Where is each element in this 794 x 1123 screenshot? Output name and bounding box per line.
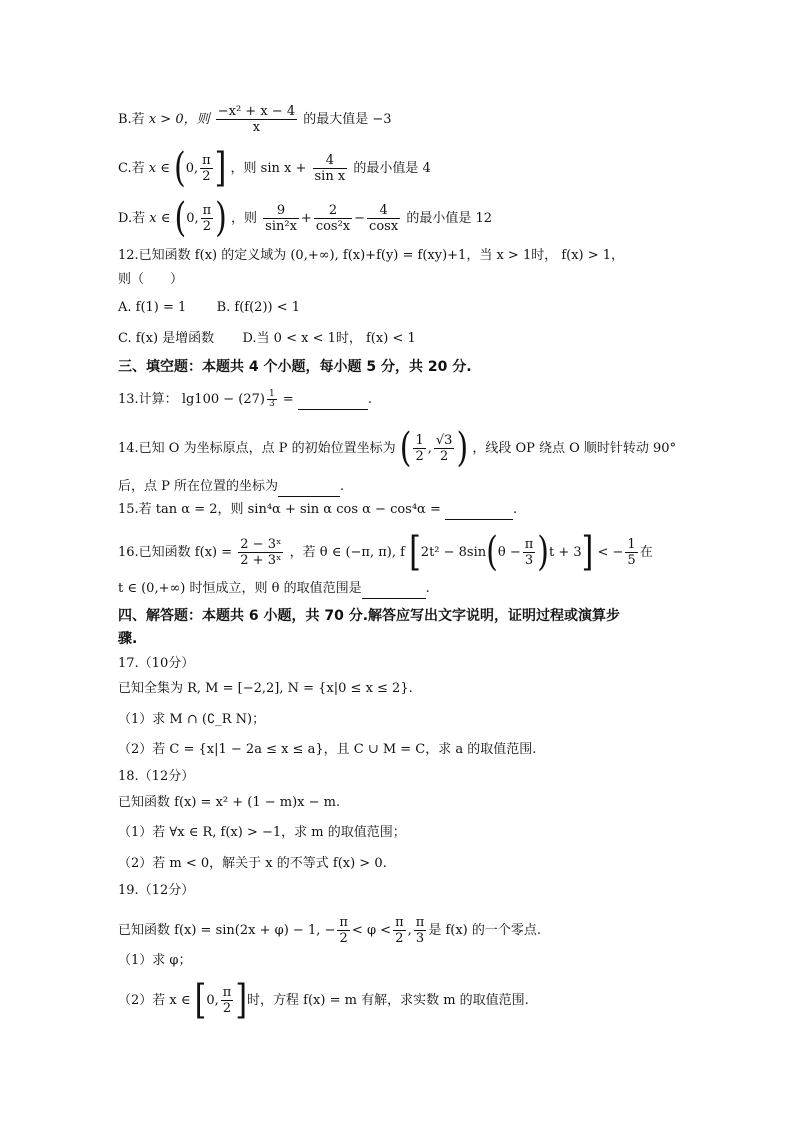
q12-stem-2: 则（ ） — [118, 272, 184, 287]
end: . — [340, 479, 345, 494]
condition: x ∈ — [149, 211, 171, 226]
denominator: 2 — [202, 219, 211, 234]
q16-line2 — [118, 579, 430, 599]
inner: 2t² − 8sin — [420, 545, 487, 560]
expression: lg100 − (27) — [181, 392, 265, 407]
section-heading: 四、解答题：本题共 6 小题，共 70 分.解答应写出文字说明，证明过程或演算步 — [118, 608, 621, 624]
answer-blank — [278, 482, 340, 497]
denominator: x — [252, 120, 261, 135]
condition: x ∈ — [148, 161, 170, 176]
numerator: 1 — [415, 433, 424, 448]
fraction — [238, 537, 283, 568]
less-than: < − — [597, 545, 624, 560]
tail: 的最小值是 4 — [353, 161, 431, 176]
answer-blank — [445, 505, 513, 520]
inner-b: θ − — [497, 545, 521, 560]
end: . — [367, 392, 373, 407]
q17-part2: （2）若 C = {x|1 − 2a ≤ x ≤ a}，且 C ∪ M = C，求 a 的取值范围. — [118, 742, 537, 757]
numerator: √3 — [435, 433, 453, 448]
stem-a: 已知函数 f(x) = sin(2x + φ) − 1, − — [118, 923, 336, 938]
q19-stem — [118, 915, 541, 946]
numerator: 1 — [268, 389, 275, 399]
paren: ( — [174, 144, 186, 192]
bracket: [ — [409, 528, 421, 576]
suffix: 在 — [639, 545, 653, 560]
paren: ( — [399, 424, 412, 472]
denominator: 2 — [339, 931, 348, 946]
section-heading-2: 骤. — [118, 631, 138, 647]
interval-start: 0, — [206, 993, 219, 1008]
q19-part2 — [118, 976, 529, 1024]
numerator: π — [524, 537, 534, 552]
fraction — [367, 203, 400, 234]
option-b — [118, 104, 392, 135]
part2-b: 时，方程 f(x) = m 有解，求实数 m 的取值范围. — [247, 993, 529, 1008]
q14: 14.已知 O 为坐标原点，点 P 的初始位置坐标为 ( $\frac{1}{2}$ , $\frac{√3}{2}$ ) ，线段 OP 绕点 O 顺时针转动 90° — [118, 424, 677, 472]
denominator: 5 — [627, 553, 636, 568]
option-a: A. f(1) = 1 — [118, 300, 187, 315]
numerator: π — [222, 985, 232, 1000]
denominator: cos²x — [315, 219, 351, 234]
option-c — [118, 144, 431, 192]
fraction — [201, 203, 214, 234]
q12-options-ab — [118, 298, 300, 318]
option-d: D.当 0 < x < 1时， f(x) < 1 — [242, 331, 416, 346]
prefix: 13.计算： — [118, 392, 178, 407]
section-heading: 三、填空题：本题共 4 个小题，每小题 5 分，共 20 分. — [118, 359, 472, 375]
fraction — [414, 915, 427, 946]
denominator: 2 + 3ˣ — [240, 553, 282, 568]
q19-head: 19.（12分） — [118, 883, 195, 898]
fraction — [625, 537, 637, 568]
label: D.若 — [118, 211, 146, 226]
paren: ) — [215, 194, 227, 242]
numerator: −x² + x − 4 — [217, 104, 296, 119]
condition-b: ，则 — [231, 211, 258, 226]
tail: 的最大值是 −3 — [303, 112, 392, 127]
fraction — [393, 915, 406, 946]
q12-options-cd — [118, 329, 416, 349]
q17-stem: 已知全集为 R, M = [−2,2], N = {x|0 ≤ x ≤ 2}. — [118, 681, 413, 696]
bracket: ] — [235, 976, 248, 1024]
denominator: cosx — [369, 219, 399, 234]
fraction — [523, 537, 536, 568]
text: t ∈ (0,+∞) 时恒成立，则 θ 的取值范围是 — [118, 581, 362, 596]
paren: ( — [486, 528, 498, 576]
q17-head: 17.（10分） — [118, 656, 195, 671]
numerator: 4 — [367, 203, 400, 219]
numerator: 2 − 3ˣ — [240, 537, 282, 552]
denominator: 2 — [395, 931, 404, 946]
denominator: 2 — [222, 1001, 232, 1016]
numerator: π — [202, 203, 212, 218]
option-d — [118, 194, 492, 242]
denominator: sin²x — [265, 219, 297, 234]
denominator: 3 — [415, 931, 425, 946]
numerator: 9 — [263, 203, 299, 219]
paren: ) — [456, 424, 469, 472]
tail: 的最小值是 12 — [406, 211, 492, 226]
q18-part1: （1）若 ∀x ∈ R, f(x) > −1，求 m 的取值范围； — [118, 825, 406, 840]
prefix: 16.已知函数 f(x) = — [118, 545, 233, 560]
option-c: C. f(x) 是增函数 — [118, 331, 215, 346]
answer-blank — [298, 395, 368, 410]
numerator: 1 — [627, 537, 636, 552]
option-b: B. f(f(2)) < 1 — [216, 300, 301, 315]
part2-a: （2）若 x ∈ — [118, 993, 191, 1008]
operator: − — [354, 211, 366, 226]
stem-b: < φ < — [351, 923, 392, 938]
inner-c: t + 3 — [548, 545, 582, 560]
equals: = — [278, 392, 294, 407]
end: . — [513, 502, 518, 517]
bracket: [ — [194, 976, 207, 1024]
fraction — [413, 433, 425, 464]
suffix: ，线段 OP 绕点 O 顺时针转动 90° — [472, 441, 677, 456]
interval-start: 0, — [186, 211, 199, 226]
numerator: π — [339, 915, 348, 930]
condition: x > 0，则 — [148, 112, 210, 127]
exponent — [267, 390, 277, 409]
text: 后，点 P 所在位置的坐标为 — [118, 479, 279, 494]
text: 15.若 tan α = 2，则 sin⁴α + sin α cos α − cos⁴α = — [118, 502, 441, 517]
fraction — [313, 153, 348, 184]
fraction — [200, 153, 213, 184]
q12-stem: 12.已知函数 f(x) 的定义域为 (0,+∞), f(x)+f(y) = f(xy)+1，当 x > 1时， f(x) > 1， — [118, 248, 625, 263]
label: C.若 — [118, 161, 145, 176]
denominator: 2 — [440, 449, 449, 464]
condition-b: ，则 sin x + — [230, 161, 307, 176]
fraction — [337, 915, 350, 946]
stem-d: 是 f(x) 的一个零点. — [428, 923, 541, 938]
prefix: 14.已知 O 为坐标原点，点 P 的初始位置坐标为 — [118, 441, 396, 456]
q18-part2: （2）若 m < 0，解关于 x 的不等式 f(x) > 0. — [118, 856, 387, 871]
q17-part1: （1）求 M ∩ (∁_R N)； — [118, 712, 266, 727]
fraction — [216, 104, 297, 135]
denominator: sin x — [314, 169, 346, 184]
interval-start: 0, — [185, 161, 199, 176]
q19-part1: （1）求 φ； — [118, 953, 192, 968]
fraction — [221, 985, 234, 1016]
stem-c: , — [407, 923, 412, 938]
denominator: 2 — [202, 169, 211, 184]
q16 — [118, 528, 653, 576]
denominator: 2 — [415, 449, 424, 464]
fraction — [434, 433, 455, 464]
label: B.若 — [118, 112, 145, 127]
numerator: 2 — [314, 203, 352, 219]
answer-blank — [362, 584, 426, 599]
operator: + — [300, 211, 312, 226]
fraction — [314, 203, 352, 234]
numerator: π — [415, 915, 425, 930]
bracket: ] — [214, 144, 227, 192]
denominator: 3 — [524, 553, 534, 568]
q15 — [118, 500, 517, 520]
middle: ，若 θ ∈ (−π, π), f — [289, 545, 405, 560]
q13 — [118, 390, 372, 410]
numerator: π — [395, 915, 404, 930]
q14-line2 — [118, 477, 344, 497]
bracket: ] — [581, 528, 594, 576]
paren: ) — [537, 528, 549, 576]
denominator: 3 — [268, 399, 275, 409]
q18-stem: 已知函数 f(x) = x² + (1 − m)x − m. — [118, 795, 341, 810]
fraction — [263, 203, 299, 234]
numerator: π — [202, 153, 211, 168]
paren: ( — [174, 194, 187, 242]
numerator: 4 — [313, 153, 348, 169]
q18-head: 18.（12分） — [118, 769, 195, 784]
end: . — [425, 581, 430, 596]
